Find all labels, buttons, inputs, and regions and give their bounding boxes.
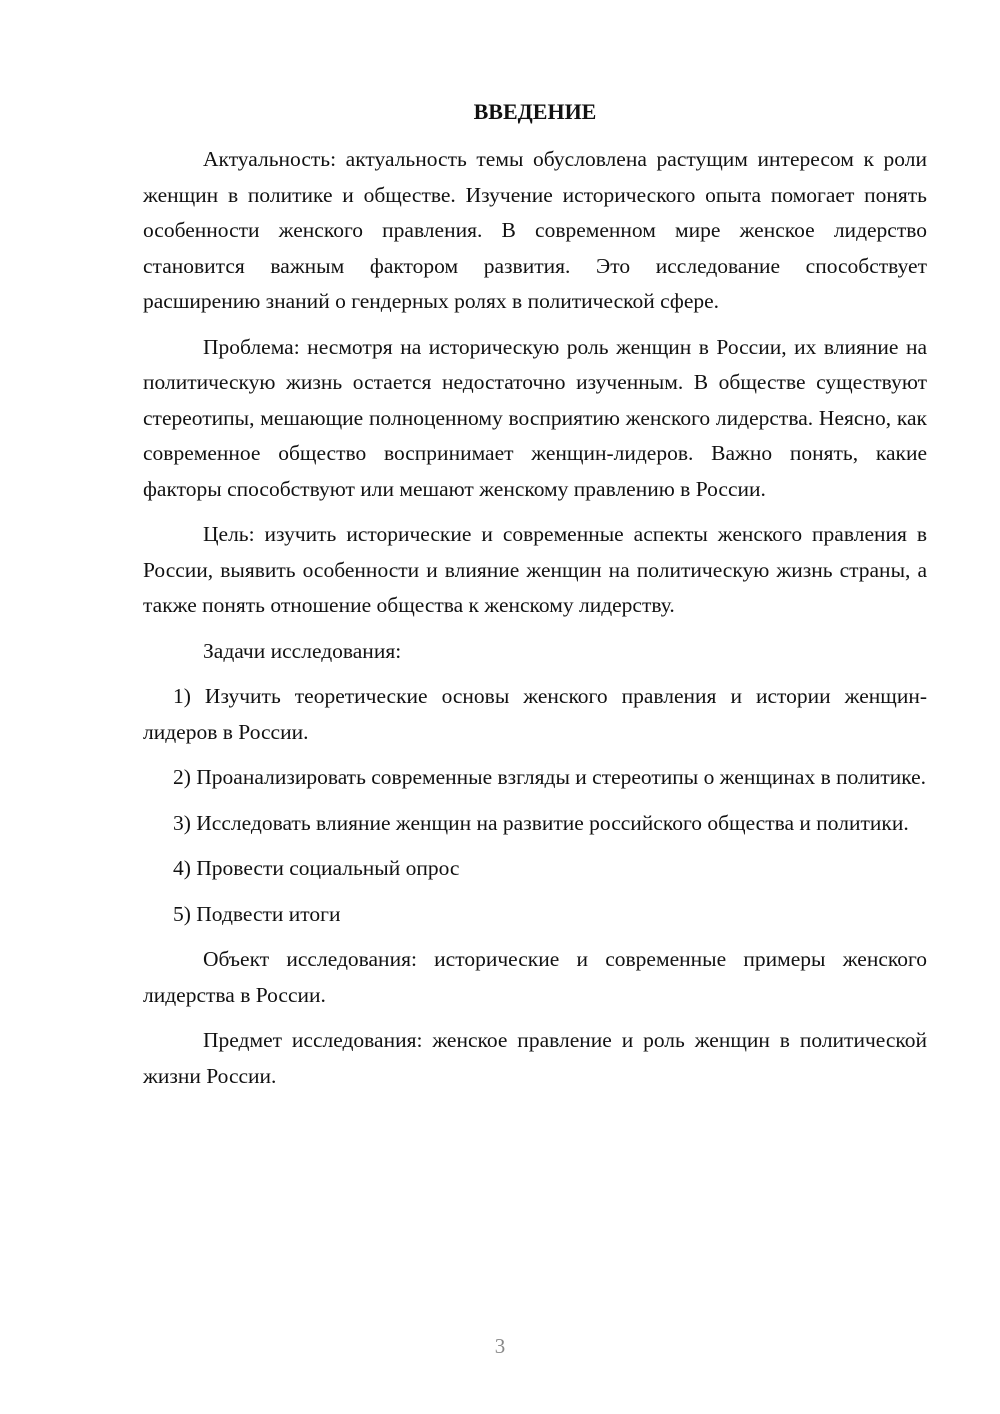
task-item-1: 1) Изучить теоретические основы женского правления и истории женщин-лидеров в России.	[143, 684, 927, 744]
page-number: 3	[494, 1334, 506, 1358]
task-item-3: 3) Исследовать влияние женщин на развитие российского общества и политики.	[173, 810, 909, 835]
task-item-2: 2) Проанализировать современные взгляды и стереотипы о женщинах в политике.	[173, 765, 927, 789]
task-item-5: 5) Подвести итоги	[173, 901, 341, 926]
tasks-intro: Задачи исследования:	[203, 638, 402, 663]
paragraph-goal: Цель: изучить исторические и современные аспекты женского правления в России, выявить особенности и влияние женщин на политическую жизнь страны, а также понять отношение общества к женскому лидерству.	[143, 522, 927, 617]
paragraph-object: Объект исследования: исторические и современные примеры женского лидерства в России.	[143, 947, 927, 1007]
document-page	[143, 96, 927, 1104]
paragraph-subject: Предмет исследования: женское правление и роль женщин в политической жизни России.	[143, 1028, 927, 1088]
section-heading: ВВЕДЕНИЕ	[473, 99, 597, 124]
paragraph-relevance: Актуальность: актуальность темы обусловлена растущим интересом к роли женщин в политике и обществе. Изучение исторического опыта помогает понять особенности женского правления. В современном мире женское лидерство становится важным фактором развития. Это исследование способствует расширению знаний о гендерных ролях в политической сфере.	[143, 147, 927, 313]
paragraph-problem: Проблема: несмотря на историческую роль женщин в России, их влияние на политическую жизнь остается недостаточно изученным. В обществе существуют стереотипы, мешающие полноценному восприятию женского лидерства. Неясно, как современное общество воспринимает женщин-лидеров. Важно понять, какие факторы способствуют или мешают женскому правлению в России.	[143, 334, 927, 501]
task-item-4: 4) Провести социальный опрос	[173, 856, 460, 880]
